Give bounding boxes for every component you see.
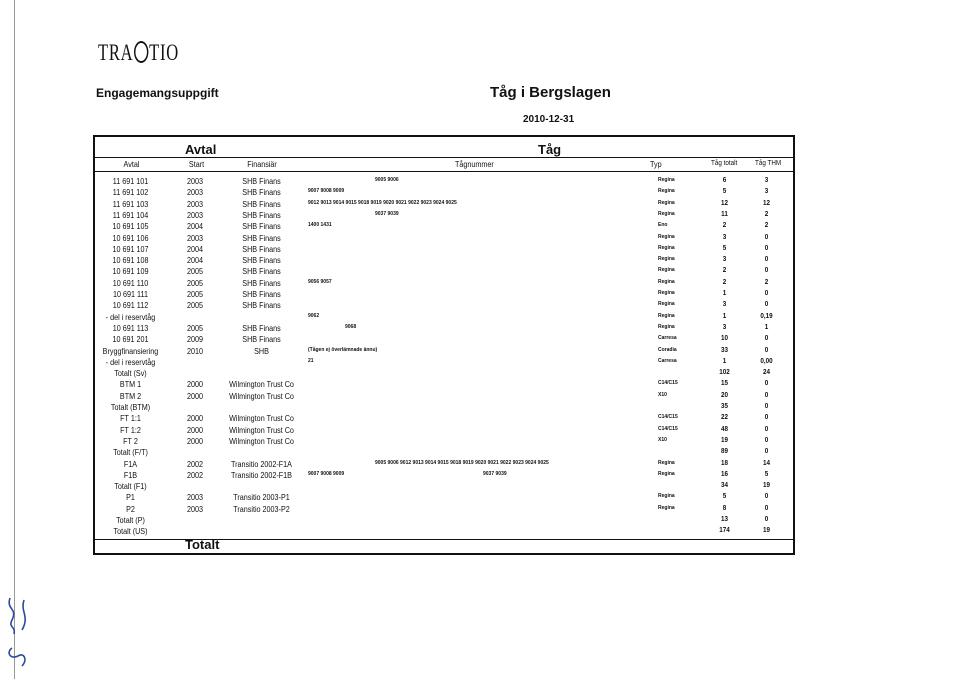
- cell-avtal: P2: [126, 504, 135, 514]
- cell-start: 2005: [186, 323, 204, 333]
- cell-avtal: - del i reservtåg: [105, 312, 156, 322]
- transitio-logo: TRA TIO: [98, 40, 179, 65]
- cell-avtal: FT 2: [123, 436, 138, 446]
- cell-start: 2005: [186, 290, 204, 299]
- cell-tag-totalt: 10: [720, 335, 729, 343]
- col-finansiar: Finansiär: [247, 160, 277, 169]
- cell-avtal: BTM 1: [119, 380, 142, 390]
- cell-tag-thm: 2: [764, 278, 769, 286]
- cell-tag-thm: 0: [764, 346, 769, 354]
- col-tag-thm: Tåg THM: [755, 160, 782, 167]
- cell-finansiar: SHB Finans: [242, 233, 281, 243]
- cell-tag-thm: 0: [764, 448, 769, 456]
- cell-finansiar: SHB Finans: [242, 301, 281, 311]
- cell-typ: Regina: [658, 323, 675, 330]
- cell-tag-thm: 3: [764, 177, 769, 184]
- cell-tagnummer: 21: [308, 357, 314, 364]
- cell-avtal: 10 691 107: [112, 244, 149, 254]
- cell-finansiar: SHB Finans: [242, 290, 281, 299]
- header-rule: [95, 157, 793, 158]
- group-tag: Tåg: [538, 142, 562, 157]
- cell-avtal: Totalt (F1): [114, 482, 147, 492]
- cell-typ: Regina: [658, 504, 675, 511]
- cell-typ: Regina: [658, 210, 675, 217]
- cell-tag-thm: 0: [764, 290, 769, 297]
- cell-tag-thm: 0: [764, 267, 769, 275]
- cell-typ: Regina: [658, 177, 675, 183]
- cell-start: 2002: [186, 459, 204, 469]
- col-avtal: Avtal: [123, 160, 140, 169]
- cell-tag-totalt: 34: [720, 482, 729, 490]
- cell-avtal: 10 691 113: [112, 323, 149, 333]
- cell-typ: Regina: [658, 233, 675, 240]
- cell-tag-totalt: 15: [720, 380, 729, 388]
- cell-finansiar: Wilmington Trust Co: [229, 436, 294, 446]
- cell-tagnummer: (Tågen ej överlämnade ännu): [308, 346, 378, 353]
- cell-typ: Regina: [658, 290, 675, 296]
- cell-finansiar: SHB: [254, 346, 269, 356]
- cell-typ: Regina: [658, 301, 675, 308]
- cell-avtal: Totalt (Sv): [114, 369, 147, 379]
- cell-tag-thm: 14: [762, 459, 771, 467]
- cell-finansiar: SHB Finans: [242, 335, 281, 345]
- cell-typ: Regina: [658, 312, 675, 319]
- cell-tag-thm: 2: [764, 222, 769, 230]
- cell-tag-totalt: 22: [720, 414, 729, 422]
- cell-tag-thm: 0: [764, 391, 769, 399]
- col-tag-totalt: Tåg totalt: [711, 160, 738, 167]
- cell-tag-thm: 0: [764, 380, 769, 388]
- cell-start: 2009: [186, 335, 204, 345]
- cell-avtal: Totalt (F/T): [113, 448, 148, 458]
- cell-tag-totalt: 3: [722, 256, 727, 264]
- cell-start: 2000: [186, 425, 204, 435]
- cell-typ: C14/C15: [658, 380, 678, 387]
- cell-typ: C14/C15: [658, 414, 678, 421]
- cell-tag-totalt: 3: [722, 323, 727, 331]
- cell-start: 2005: [186, 301, 204, 311]
- cell-tag-totalt: 102: [719, 369, 730, 377]
- cell-tag-totalt: 18: [720, 459, 729, 467]
- subheader-rule: [95, 171, 793, 172]
- cell-typ: Regina: [658, 188, 675, 195]
- cell-tag-totalt: 35: [720, 403, 729, 410]
- cell-tag-totalt: 5: [722, 493, 727, 501]
- cell-avtal: Totalt (US): [113, 527, 148, 537]
- cell-typ: Regina: [658, 199, 675, 206]
- cell-tagnummer: 9037 9039: [375, 210, 399, 217]
- cell-tagnummer: 9005 9006: [375, 177, 399, 183]
- cell-tagnummer: 9005 9006 9012 9013 9014 9015 9018 9019 9020 9021 9022 9023 9024 9025: [375, 459, 549, 466]
- document-title: Tåg i Bergslagen: [490, 84, 611, 101]
- cell-tag-thm: 0: [764, 493, 769, 501]
- cell-start: 2000: [186, 380, 204, 390]
- cell-tag-thm: 0: [764, 301, 769, 309]
- cell-finansiar: Transitio 2002-F1A: [231, 459, 292, 469]
- handwritten-initials: [4, 590, 34, 670]
- cell-start: 2004: [186, 256, 204, 266]
- cell-avtal: 11 691 103: [112, 199, 149, 209]
- cell-start: 2003: [186, 199, 204, 209]
- cell-finansiar: Transitio 2002-F1B: [231, 470, 292, 480]
- cell-tag-thm: 0: [764, 516, 769, 523]
- cell-start: 2003: [186, 493, 204, 503]
- cell-tag-totalt: 13: [720, 516, 729, 523]
- cell-tag-totalt: 16: [720, 470, 729, 478]
- document-subtitle: Engagemangsuppgift: [96, 86, 219, 100]
- engagement-table: [93, 135, 795, 555]
- cell-tag-totalt: 3: [722, 301, 727, 309]
- cell-finansiar: Wilmington Trust Co: [229, 414, 294, 424]
- cell-tag-thm: 0: [764, 425, 769, 433]
- cell-tag-totalt: 89: [720, 448, 729, 456]
- cell-start: 2010: [186, 346, 204, 356]
- cell-tagnummer: 9062: [308, 312, 320, 319]
- cell-typ: X10: [658, 391, 667, 398]
- cell-tag-totalt: 6: [722, 177, 727, 184]
- cell-finansiar: Wilmington Trust Co: [229, 391, 294, 401]
- cell-tagnummer: 1400 1431: [308, 222, 332, 229]
- cell-typ: Eno: [658, 222, 668, 229]
- cell-tagnummer: 9068: [345, 323, 357, 330]
- cell-finansiar: SHB Finans: [242, 210, 281, 220]
- cell-start: 2003: [186, 210, 204, 220]
- cell-tag-thm: 0: [764, 233, 769, 241]
- cell-avtal: F1B: [123, 470, 138, 480]
- cell-tag-thm: 0: [764, 414, 769, 422]
- col-typ: Typ: [650, 160, 662, 169]
- cell-finansiar: SHB Finans: [242, 188, 281, 198]
- cell-start: 2003: [186, 233, 204, 243]
- cell-start: 2003: [186, 504, 204, 514]
- cell-tag-totalt: 1: [722, 357, 727, 365]
- cell-tag-totalt: 2: [722, 278, 727, 286]
- col-start: Start: [188, 160, 205, 169]
- cell-avtal: 10 691 108: [112, 256, 149, 266]
- cell-finansiar: Transitio 2003-P1: [233, 493, 290, 503]
- cell-avtal: 10 691 110: [112, 278, 149, 288]
- cell-finansiar: Wilmington Trust Co: [229, 425, 294, 435]
- cell-typ: X10: [658, 436, 667, 443]
- cell-avtal: FT 1:1: [120, 414, 141, 424]
- cell-tag-thm: 19: [762, 527, 771, 535]
- cell-tag-totalt: 20: [720, 391, 729, 399]
- cell-tag-thm: 24: [762, 369, 771, 377]
- cell-tagnummer: 9007 9008 9009: [308, 470, 345, 477]
- cell-tag-thm: 0: [764, 504, 769, 512]
- cell-avtal: 10 691 201: [112, 335, 149, 345]
- cell-tag-thm: 5: [764, 470, 769, 478]
- cell-typ: Regina: [658, 267, 675, 274]
- cell-start: 2005: [186, 267, 204, 277]
- cell-finansiar: SHB Finans: [242, 199, 281, 209]
- cell-avtal: 10 691 106: [112, 233, 149, 243]
- cell-typ: Carresa: [658, 357, 677, 364]
- cell-tag-totalt: 48: [720, 425, 729, 433]
- cell-avtal: 10 691 105: [112, 222, 149, 232]
- cell-tagnummer: 9037 9039: [483, 470, 507, 477]
- cell-start: 2000: [186, 391, 204, 401]
- cell-finansiar: Wilmington Trust Co: [229, 380, 294, 390]
- cell-finansiar: SHB Finans: [242, 323, 281, 333]
- cell-avtal: - del i reservtåg: [105, 357, 156, 367]
- cell-typ: Coradia: [658, 346, 677, 353]
- cell-start: 2000: [186, 414, 204, 424]
- cell-avtal: BTM 2: [119, 391, 142, 401]
- cell-tag-totalt: 2: [722, 222, 727, 230]
- cell-tag-totalt: 11: [721, 210, 728, 218]
- cell-avtal: 10 691 109: [112, 267, 149, 277]
- cell-typ: Regina: [658, 493, 675, 500]
- cell-tag-totalt: 5: [722, 188, 727, 196]
- cell-avtal: Totalt (P): [116, 516, 145, 525]
- cell-tag-totalt: 174: [719, 527, 730, 535]
- page-edge-line: [14, 0, 15, 679]
- cell-start: 2004: [186, 244, 204, 254]
- cell-tag-totalt: 5: [722, 244, 727, 252]
- cell-typ: C14/C15: [658, 425, 678, 432]
- cell-avtal: 11 691 104: [112, 210, 149, 220]
- cell-tag-totalt: 8: [722, 504, 727, 512]
- cell-tag-totalt: 19: [720, 436, 729, 444]
- cell-tag-totalt: 2: [722, 267, 727, 275]
- cell-finansiar: SHB Finans: [242, 278, 281, 288]
- cell-tag-totalt: 33: [720, 346, 729, 354]
- cell-tagnummer: 9007 9008 9009: [308, 188, 345, 195]
- cell-finansiar: SHB Finans: [242, 177, 281, 186]
- cell-tag-thm: 12: [762, 199, 771, 207]
- cell-typ: Regina: [658, 470, 675, 477]
- cell-tagnummer: 9012 9013 9014 9015 9018 9019 9020 9021 9022 9023 9024 9025: [308, 199, 457, 206]
- cell-tagnummer: 9056 9057: [308, 278, 332, 285]
- cell-tag-totalt: 12: [720, 199, 729, 207]
- cell-tag-totalt: 1: [722, 312, 727, 320]
- cell-finansiar: SHB Finans: [242, 244, 281, 254]
- cell-tag-totalt: 3: [722, 233, 727, 241]
- cell-tag-thm: 19: [762, 482, 771, 490]
- cell-typ: Regina: [658, 278, 675, 285]
- cell-tag-thm: 2: [764, 210, 769, 218]
- cell-tag-thm: 0: [764, 436, 769, 444]
- cell-avtal: FT 1:2: [120, 425, 141, 435]
- cell-tag-thm: 0: [764, 256, 769, 264]
- col-tagnummer: Tågnummer: [455, 160, 494, 169]
- cell-typ: Regina: [658, 459, 675, 466]
- group-totalt: Totalt: [185, 537, 220, 552]
- cell-avtal: Totalt (BTM): [110, 403, 151, 412]
- cell-start: 2003: [186, 177, 204, 186]
- cell-finansiar: SHB Finans: [242, 267, 281, 277]
- cell-avtal: 11 691 102: [112, 188, 149, 198]
- report-date: 2010-12-31: [523, 114, 575, 125]
- cell-typ: Carresa: [658, 335, 677, 342]
- cell-finansiar: SHB Finans: [242, 256, 281, 266]
- cell-typ: Regina: [658, 256, 675, 263]
- cell-tag-totalt: 1: [722, 290, 727, 297]
- cell-start: 2003: [186, 188, 204, 198]
- cell-avtal: 11 691 101: [112, 177, 149, 186]
- cell-avtal: 10 691 112: [112, 301, 149, 311]
- cell-finansiar: SHB Finans: [242, 222, 281, 232]
- cell-start: 2004: [186, 222, 204, 232]
- cell-start: 2002: [186, 470, 204, 480]
- cell-avtal: Bryggfinansiering: [102, 346, 159, 356]
- cell-avtal: 10 691 111: [113, 290, 148, 299]
- cell-finansiar: Transitio 2003-P2: [233, 504, 290, 514]
- cell-tag-thm: 1: [764, 323, 769, 331]
- cell-tag-thm: 0: [764, 403, 769, 410]
- cell-tag-thm: 0,00: [760, 357, 773, 365]
- cell-tag-thm: 0: [764, 335, 769, 343]
- cell-tag-thm: 0: [764, 244, 769, 252]
- cell-tag-thm: 0,19: [760, 312, 773, 320]
- cell-start: 2005: [186, 278, 204, 288]
- cell-avtal: P1: [126, 493, 135, 503]
- group-avtal: Avtal: [185, 142, 217, 157]
- cell-avtal: F1A: [123, 459, 138, 469]
- cell-start: 2000: [186, 436, 204, 446]
- cell-typ: Regina: [658, 244, 675, 251]
- cell-tag-thm: 3: [764, 188, 769, 196]
